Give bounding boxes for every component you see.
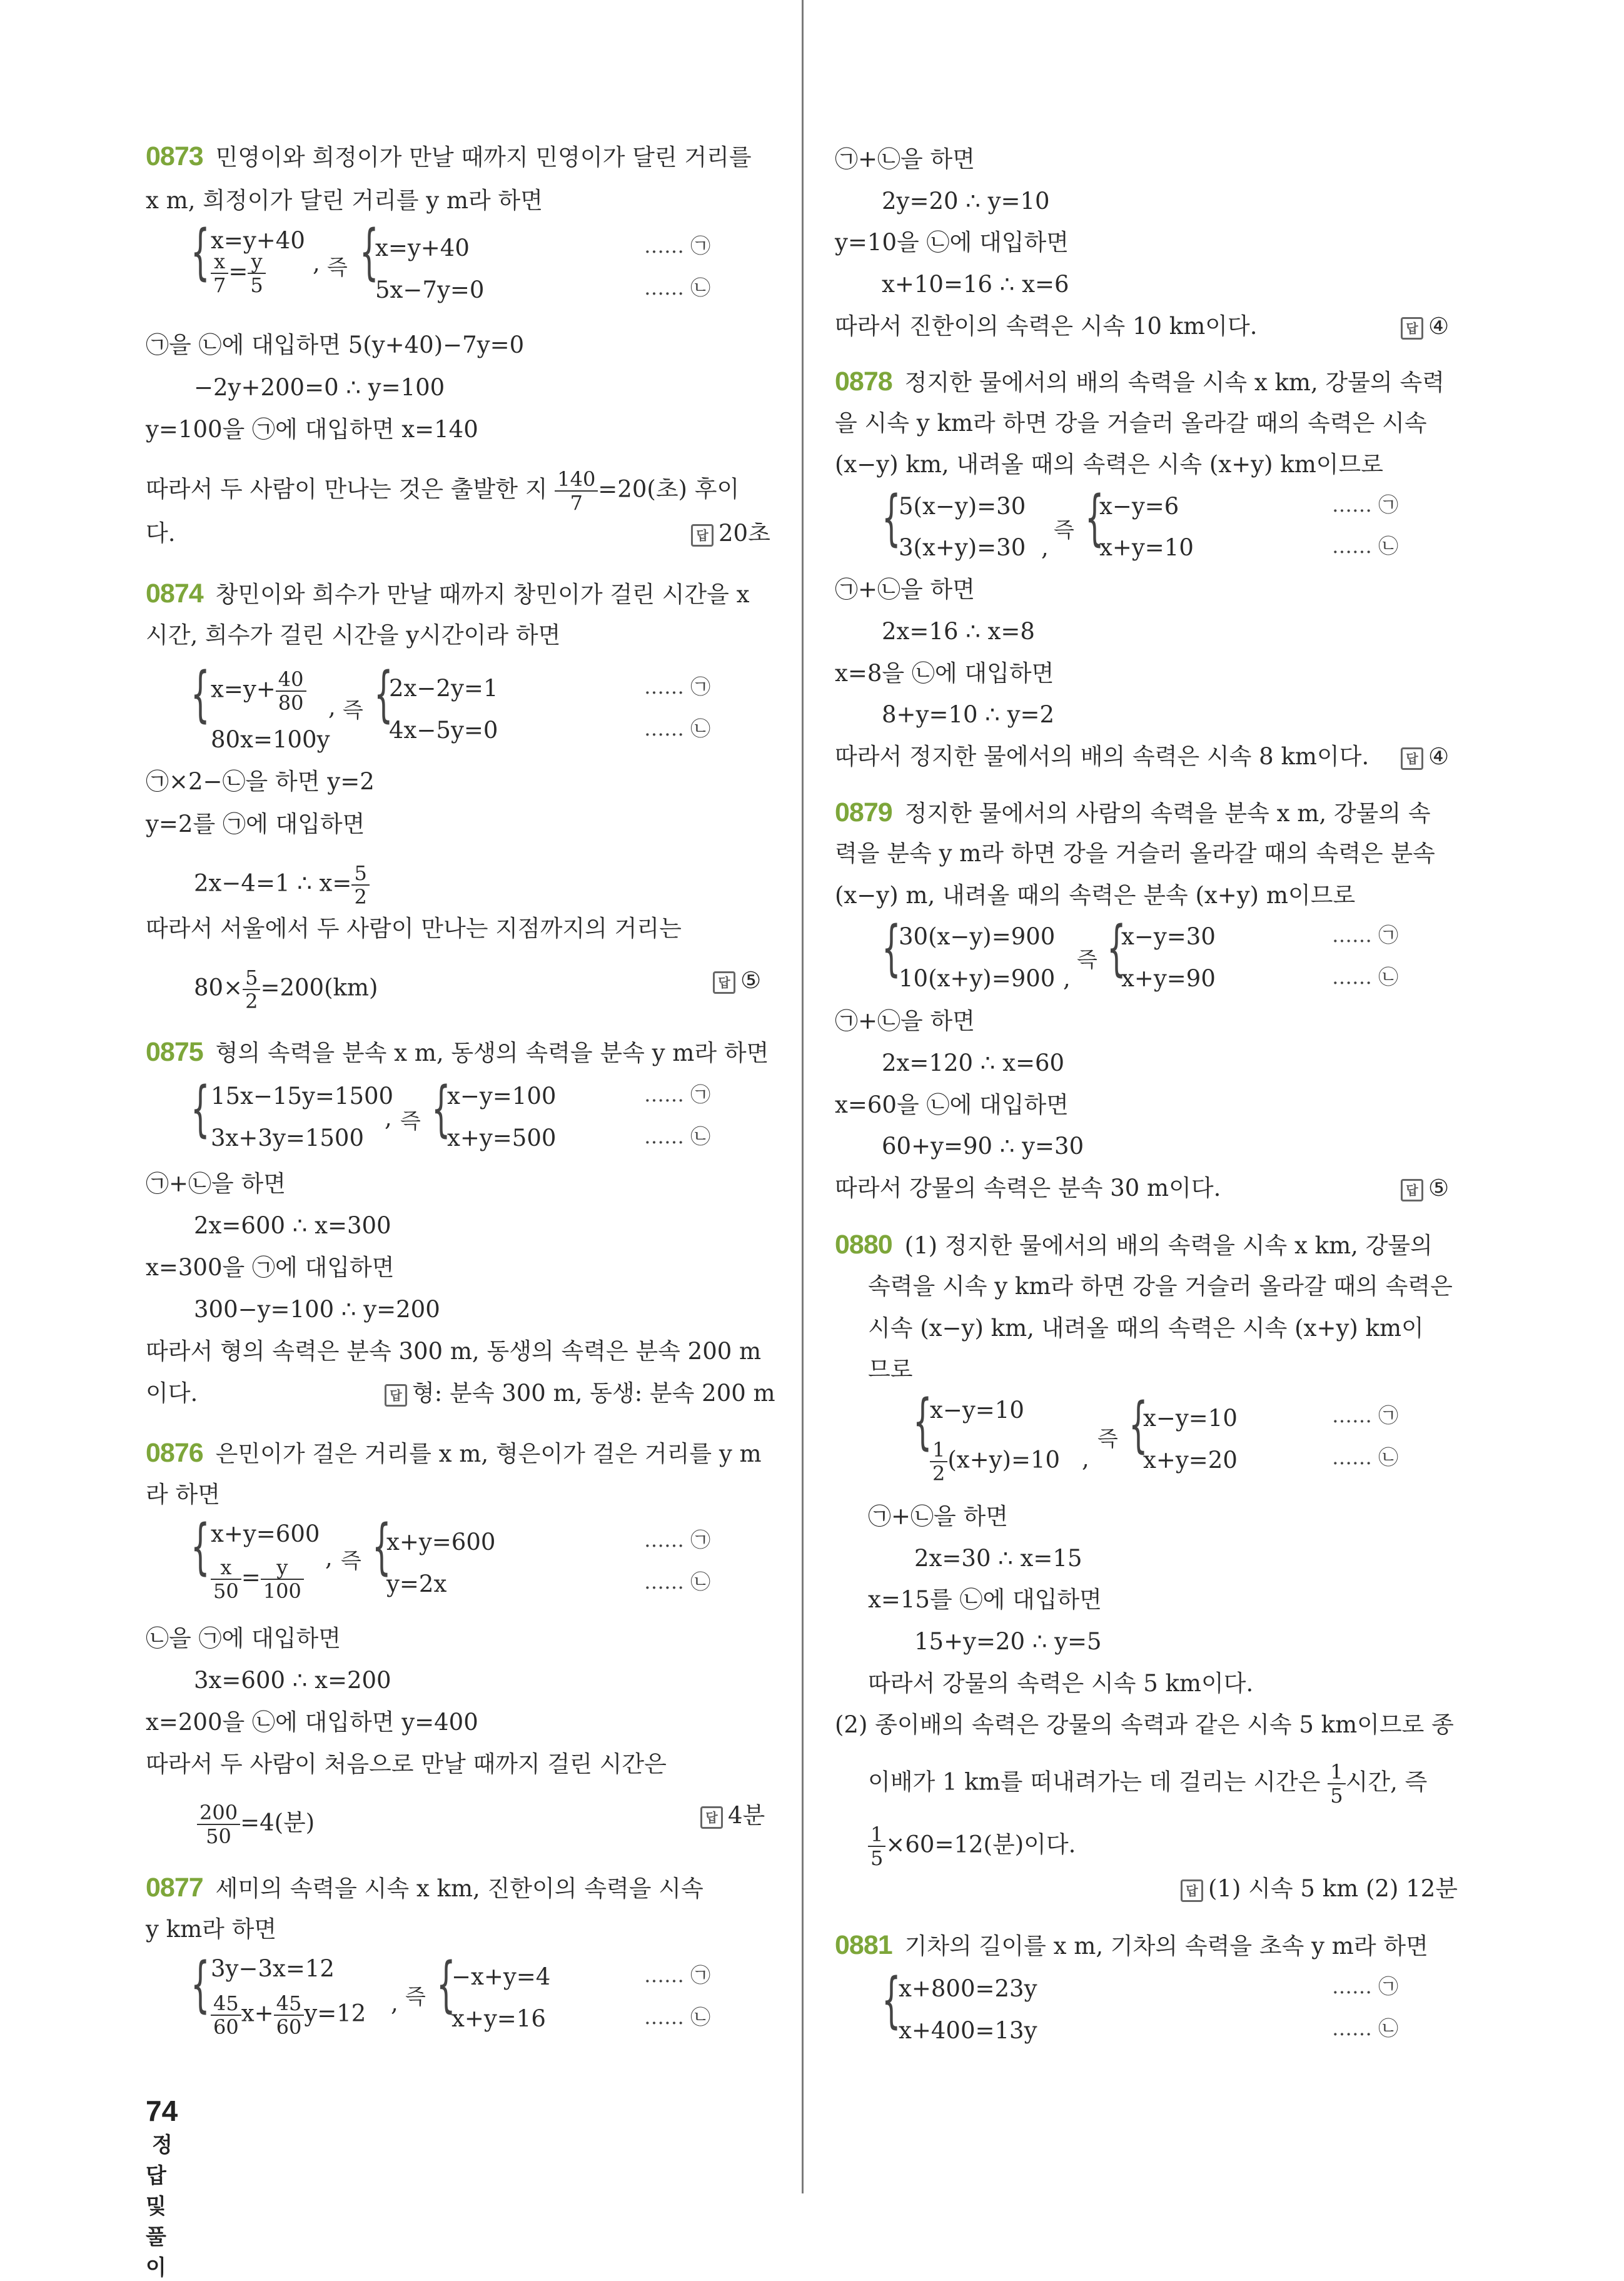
label-2: …… ㉡ bbox=[1332, 534, 1399, 558]
equation: 2x−2y=1 bbox=[389, 675, 498, 702]
problem-0880-line2: 속력을 시속 y km라 하면 강을 거슬러 올라갈 때의 속력은 bbox=[868, 1273, 1453, 1300]
problem-0873-line2: x m, 희정이가 달린 거리를 y m라 하면 bbox=[146, 187, 543, 214]
answer-mark-icon: 답 bbox=[1401, 317, 1423, 340]
answer-mark-icon: 답 bbox=[1401, 747, 1423, 770]
label-2: …… ㉡ bbox=[644, 1570, 711, 1594]
solution-line: 이배가 1 km를 떠내려가는 데 걸리는 시간은 $\frac{1}{5}$ 시간, 즉 bbox=[868, 1760, 1428, 1808]
jeuk-label: 즉 bbox=[1097, 1427, 1118, 1452]
equation: x−y=6 bbox=[1099, 493, 1179, 520]
equation: 4x−5y=0 bbox=[389, 717, 498, 744]
comma: , bbox=[1082, 1445, 1089, 1472]
problem-number: 0880 bbox=[835, 1230, 892, 1260]
label-1: …… ㉠ bbox=[644, 1083, 711, 1106]
problem-0877-line2: y km라 하면 bbox=[146, 1916, 277, 1943]
equation: 5(x−y)=30 bbox=[899, 493, 1026, 520]
answer: 답 4분 bbox=[700, 1801, 765, 1830]
label-2: …… ㉡ bbox=[1332, 965, 1399, 989]
equation: x=y+40 bbox=[211, 227, 305, 254]
problem-number: 0881 bbox=[835, 1930, 892, 1960]
answer: 답 ④ bbox=[1401, 742, 1449, 771]
solution-line: 따라서 서울에서 두 사람이 만나는 지점까지의 거리는 bbox=[146, 915, 682, 942]
solution-line: 2x−4=1 ∴ x= $\frac{5}{2}$ bbox=[194, 862, 370, 908]
label-2: …… ㉡ bbox=[1332, 2016, 1399, 2040]
equation: x+800=23y bbox=[899, 1975, 1037, 2002]
solution-line: x=15를 ㉡에 대입하면 bbox=[868, 1586, 1102, 1613]
answer: 답 ⑤ bbox=[1401, 1174, 1449, 1203]
brace: { bbox=[882, 483, 901, 553]
solution-line: ㉠×2−㉡을 하면 y=2 bbox=[146, 768, 375, 795]
label-2: …… ㉡ bbox=[644, 1125, 711, 1148]
problem-0880-line3: 시속 (x−y) km, 내려올 때의 속력은 시속 (x+y) km이 bbox=[868, 1315, 1424, 1342]
jeuk-label: 즉 bbox=[400, 1109, 421, 1134]
equation: x−y=10 bbox=[1143, 1405, 1238, 1432]
problem-0881-line1: 0881 기차의 길이를 x m, 기차의 속력을 초속 y m라 하면 bbox=[835, 1930, 1428, 1960]
solution-line: 다. bbox=[146, 520, 176, 547]
page-label: 정답 및 풀이 bbox=[146, 2133, 173, 2280]
equation: 15x−15y=1500 bbox=[211, 1083, 394, 1110]
brace: { bbox=[913, 1387, 932, 1457]
equation: 3y−3x=12 bbox=[211, 1955, 335, 1982]
equation: x+y=600 bbox=[386, 1529, 496, 1555]
answer-mark-icon: 답 bbox=[385, 1384, 407, 1407]
equation: x−y=100 bbox=[447, 1083, 557, 1110]
solution-line: 300−y=100 ∴ y=200 bbox=[194, 1296, 440, 1323]
brace: { bbox=[1129, 1390, 1148, 1460]
equation: x+y=16 bbox=[451, 2005, 546, 2032]
equation: 5x−7y=0 bbox=[375, 276, 485, 303]
solution-line: x=300을 ㉠에 대입하면 bbox=[146, 1254, 395, 1281]
solution-line: ㉠+㉡을 하면 bbox=[835, 146, 975, 173]
solution-line: x=8을 ㉡에 대입하면 bbox=[835, 660, 1054, 687]
solution-line: x+10=16 ∴ x=6 bbox=[882, 271, 1069, 298]
problem-number: 0876 bbox=[146, 1438, 203, 1468]
solution-line: 2x=30 ∴ x=15 bbox=[914, 1545, 1082, 1572]
problem-0873-line1: 0873 민영이와 희정이가 만날 때까지 민영이가 달린 거리를 bbox=[146, 141, 752, 171]
jeuk-label: 즉 bbox=[405, 1985, 426, 2010]
label-2: …… ㉡ bbox=[644, 717, 711, 741]
solution-line: y=100을 ㉠에 대입하면 x=140 bbox=[146, 416, 478, 443]
brace: { bbox=[882, 1965, 901, 2035]
answer: 답 20초 bbox=[691, 519, 770, 548]
solution-line: 2x=16 ∴ x=8 bbox=[882, 618, 1035, 645]
solution-line: 2y=20 ∴ y=10 bbox=[882, 188, 1050, 215]
solution-line: (2) 종이배의 속력은 강물의 속력과 같은 시속 5 km이므로 종 bbox=[835, 1711, 1454, 1738]
brace: { bbox=[374, 659, 393, 729]
equation: x+y=20 bbox=[1143, 1447, 1238, 1474]
solution-line: 2x=120 ∴ x=60 bbox=[882, 1049, 1065, 1076]
solution-line: 따라서 두 사람이 만나는 것은 출발한 지 $\frac{140}{7}$ =20(초) 후이 bbox=[146, 467, 740, 515]
brace: { bbox=[1107, 913, 1126, 983]
solution-line: 따라서 정지한 물에서의 배의 속력은 시속 8 km이다. bbox=[835, 743, 1369, 770]
label-2: …… ㉡ bbox=[1332, 1445, 1399, 1469]
problem-0874-line1: 0874 창민이와 희수가 만날 때까지 창민이가 걸린 시간을 x bbox=[146, 579, 750, 609]
comma: , bbox=[313, 250, 320, 276]
brace: { bbox=[191, 1074, 210, 1144]
equation: x=y+40 bbox=[375, 235, 470, 261]
comma: , bbox=[385, 1105, 392, 1131]
answer: 답 ④ bbox=[1401, 312, 1449, 341]
solution-line: 2x=600 ∴ x=300 bbox=[194, 1212, 391, 1239]
solution-line: x=200을 ㉡에 대입하면 y=400 bbox=[146, 1709, 478, 1736]
problem-0878-line1: 0878 정지한 물에서의 배의 속력을 시속 x km, 강물의 속력 bbox=[835, 367, 1445, 397]
page-footer bbox=[146, 2094, 178, 2281]
problem-0878-line3: (x−y) km, 내려올 때의 속력은 시속 (x+y) km이므로 bbox=[835, 451, 1384, 478]
brace: { bbox=[191, 1950, 210, 2020]
problem-0879-line3: (x−y) m, 내려올 때의 속력은 분속 (x+y) m이므로 bbox=[835, 882, 1356, 909]
problem-0878-line2: 을 시속 y km라 하면 강을 거슬러 올라갈 때의 속력은 시속 bbox=[835, 410, 1427, 437]
comma: , bbox=[325, 1544, 333, 1571]
jeuk-label: 즉 bbox=[341, 1549, 361, 1574]
answer: 답 (1) 시속 5 km (2) 12분 bbox=[1181, 1874, 1458, 1903]
column-divider bbox=[802, 0, 804, 2193]
solution-line: −2y+200=0 ∴ y=100 bbox=[194, 374, 445, 401]
brace: { bbox=[431, 1074, 451, 1144]
solution-line: 3x=600 ∴ x=200 bbox=[194, 1667, 391, 1694]
brace: { bbox=[191, 217, 210, 287]
problem-0876-line1: 0876 은민이가 걸은 거리를 x m, 형은이가 걸은 거리를 y m bbox=[146, 1438, 762, 1468]
equation: $\frac{1}{2}$ (x+y)=10 bbox=[930, 1439, 1060, 1485]
problem-0879-line2: 력을 분속 y m라 하면 강을 거슬러 올라갈 때의 속력은 분속 bbox=[835, 840, 1435, 867]
equation: $\frac{x}{50}$ = $\frac{y}{100}$ bbox=[211, 1556, 304, 1602]
solution-line: ㉠+㉡을 하면 bbox=[868, 1503, 1008, 1530]
problem-number: 0878 bbox=[835, 367, 892, 397]
equation: 3x+3y=1500 bbox=[211, 1125, 365, 1151]
label-2: …… ㉡ bbox=[644, 276, 711, 300]
solution-line: x=60을 ㉡에 대입하면 bbox=[835, 1091, 1069, 1118]
equation: 80x=100y bbox=[211, 726, 330, 753]
solution-line: 따라서 두 사람이 처음으로 만날 때까지 걸린 시간은 bbox=[146, 1751, 667, 1778]
label-1: …… ㉠ bbox=[644, 1528, 711, 1552]
solution-line: 따라서 형의 속력은 분속 300 m, 동생의 속력은 분속 200 m bbox=[146, 1338, 762, 1365]
solution-line: $\frac{200}{50}$ =4(분) bbox=[197, 1801, 315, 1848]
answer-mark-icon: 답 bbox=[1181, 1879, 1203, 1902]
problem-0876-line2: 라 하면 bbox=[146, 1481, 220, 1508]
label-1: …… ㉠ bbox=[644, 675, 711, 699]
problem-0879-line1: 0879 정지한 물에서의 사람의 속력을 분속 x m, 강물의 속 bbox=[835, 797, 1431, 827]
comma: , bbox=[1041, 534, 1049, 561]
label-1: …… ㉠ bbox=[644, 234, 711, 258]
label-1: …… ㉠ bbox=[1332, 493, 1399, 517]
answer-mark-icon: 답 bbox=[1401, 1179, 1423, 1201]
brace: { bbox=[372, 1512, 391, 1582]
equation: x=y+ $\frac{40}{80}$ bbox=[211, 668, 306, 714]
solution-line: ㉡을 ㉠에 대입하면 bbox=[146, 1625, 341, 1652]
problem-number: 0873 bbox=[146, 141, 203, 171]
label-1: …… ㉠ bbox=[644, 1963, 711, 1987]
solution-line: ㉠을 ㉡에 대입하면 5(y+40)−7y=0 bbox=[146, 331, 525, 358]
solution-line: 80× $\frac{5}{2}$ =200(km) bbox=[194, 966, 378, 1013]
brace: { bbox=[191, 659, 210, 729]
solution-line: 따라서 강물의 속력은 시속 5 km이다. bbox=[868, 1670, 1254, 1697]
jeuk-label: 즉 bbox=[327, 255, 348, 280]
solution-line: 8+y=10 ∴ y=2 bbox=[882, 701, 1055, 728]
comma: , bbox=[328, 694, 336, 721]
jeuk-label: 즉 bbox=[1077, 948, 1097, 973]
answer-mark-icon: 답 bbox=[700, 1806, 723, 1829]
problem-0877-line1: 0877 세미의 속력을 시속 x km, 진한이의 속력을 시속 bbox=[146, 1873, 704, 1903]
equation: $\frac{45}{60}$ x+ $\frac{45}{60}$ y=12 bbox=[211, 1992, 366, 2038]
problem-0875-line1: 0875 형의 속력을 분속 x m, 동생의 속력을 분속 y m라 하면 bbox=[146, 1037, 769, 1067]
problem-0874-line2: 시간, 희수가 걸린 시간을 y시간이라 하면 bbox=[146, 622, 561, 649]
equation: −x+y=4 bbox=[451, 1963, 551, 1990]
equation: $\frac{x}{7}$ = $\frac{y}{5}$ bbox=[211, 250, 266, 296]
brace: { bbox=[1085, 483, 1104, 553]
equation: x+400=13y bbox=[899, 2017, 1037, 2044]
equation: 30(x−y)=900 bbox=[899, 923, 1056, 950]
solution-line: 이다. bbox=[146, 1380, 198, 1407]
problem-number: 0879 bbox=[835, 797, 892, 827]
equation: x−y=10 bbox=[930, 1397, 1024, 1424]
solution-line: 60+y=90 ∴ y=30 bbox=[882, 1133, 1084, 1160]
solution-line: 15+y=20 ∴ y=5 bbox=[914, 1628, 1102, 1655]
equation: x+y=90 bbox=[1121, 965, 1216, 992]
brace: { bbox=[360, 217, 379, 287]
equation: x+y=10 bbox=[1099, 534, 1194, 561]
problem-number: 0877 bbox=[146, 1873, 203, 1903]
equation: x+y=600 bbox=[211, 1520, 320, 1547]
solution-line: 따라서 진한이의 속력은 시속 10 km이다. bbox=[835, 313, 1258, 340]
equation: 3(x+y)=30 bbox=[899, 534, 1026, 561]
equation: x−y=30 bbox=[1121, 923, 1216, 950]
equation: x+y=500 bbox=[447, 1125, 557, 1151]
label-1: …… ㉠ bbox=[1332, 1975, 1399, 1998]
jeuk-label: 즉 bbox=[1054, 518, 1074, 543]
brace: { bbox=[882, 913, 901, 983]
solution-line: y=10을 ㉡에 대입하면 bbox=[835, 229, 1069, 256]
label-2: …… ㉡ bbox=[644, 2005, 711, 2029]
problem-0880-line1: 0880 (1) 정지한 물에서의 배의 속력을 시속 x km, 강물의 bbox=[835, 1230, 1433, 1260]
solution-line: ㉠+㉡을 하면 bbox=[835, 1008, 975, 1034]
solution-line: $\frac{1}{5}$ ×60=12(분)이다. bbox=[868, 1823, 1076, 1869]
equation: 10(x+y)=900 bbox=[899, 965, 1056, 992]
solution-line: ㉠+㉡을 하면 bbox=[146, 1170, 286, 1197]
problem-0880-line4: 므로 bbox=[868, 1356, 913, 1383]
label-1: …… ㉠ bbox=[1332, 1403, 1399, 1427]
answer: 답 형: 분속 300 m, 동생: 분속 200 m bbox=[385, 1379, 775, 1408]
solution-line: y=2를 ㉠에 대입하면 bbox=[146, 811, 365, 837]
comma: , bbox=[391, 1990, 398, 2016]
brace: { bbox=[436, 1950, 456, 2020]
problem-number: 0874 bbox=[146, 579, 203, 609]
answer-mark-icon: 답 bbox=[691, 524, 714, 547]
problem-number: 0875 bbox=[146, 1037, 203, 1067]
jeuk-label: 즉 bbox=[343, 698, 363, 723]
page-number: 74 bbox=[146, 2095, 178, 2127]
solution-line: 따라서 강물의 속력은 분속 30 m이다. bbox=[835, 1175, 1221, 1201]
label-1: …… ㉠ bbox=[1332, 923, 1399, 947]
solution-line: ㉠+㉡을 하면 bbox=[835, 576, 975, 603]
comma: , bbox=[1063, 965, 1071, 992]
brace: { bbox=[191, 1512, 210, 1582]
equation: y=2x bbox=[386, 1570, 447, 1597]
answer-mark-icon: 답 bbox=[713, 971, 735, 994]
answer: 답 ⑤ bbox=[713, 966, 761, 995]
